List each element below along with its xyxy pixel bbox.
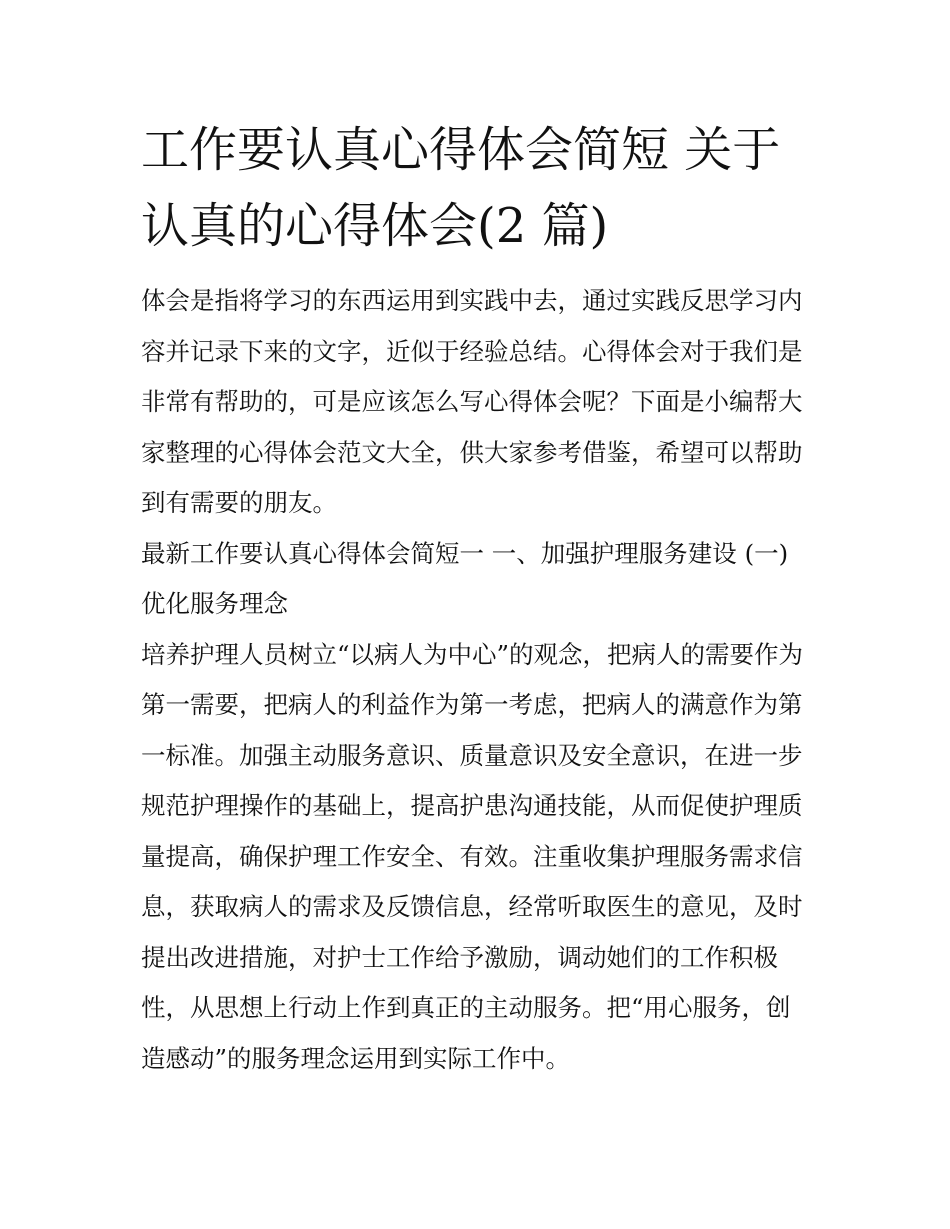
body-line: 息，获取病人的需求及反馈信息，经常听取医生的意见，及时 bbox=[141, 892, 803, 921]
intro-line: 非常有帮助的，可是应该怎么写心得体会呢？下面是小编帮大 bbox=[141, 387, 803, 416]
intro-line: 体会是指将学习的东西运用到实践中去，通过实践反思学习内 bbox=[141, 286, 803, 315]
title-line-1: 工作要认真心得体会简短 关于 bbox=[141, 122, 781, 178]
intro-line: 到有需要的朋友。 bbox=[141, 488, 337, 517]
body-line: 规范护理操作的基础上，提高护患沟通技能，从而促使护理质 bbox=[141, 791, 803, 820]
title-line-2: 认真的心得体会(2 篇) bbox=[141, 198, 609, 254]
intro-line: 容并记录下来的文字，近似于经验总结。心得体会对于我们是 bbox=[141, 336, 803, 366]
document-title bbox=[141, 112, 821, 264]
body-line: 提出改进措施，对护士工作给予激励，调动她们的工作积极 bbox=[141, 942, 778, 972]
body-line: 性，从思想上行动上作到真正的主动服务。把“用心服务，创 bbox=[141, 993, 791, 1022]
section-heading bbox=[141, 529, 821, 630]
body-line: 量提高，确保护理工作安全、有效。注重收集护理服务需求信 bbox=[141, 841, 803, 871]
body-line: 培养护理人员树立“以病人为中心”的观念，把病人的需要作为 bbox=[141, 639, 804, 669]
body-paragraph bbox=[141, 630, 821, 1085]
section-heading-line: 最新工作要认真心得体会简短一 一、加强护理服务建设 (一) bbox=[141, 538, 789, 568]
intro-paragraph bbox=[141, 276, 821, 529]
body-line: 一标准。加强主动服务意识、质量意识及安全意识，在进一步 bbox=[141, 740, 803, 770]
body-line: 第一需要，把病人的利益作为第一考虑，把病人的满意作为第 bbox=[141, 690, 803, 719]
section-heading-line: 优化服务理念 bbox=[141, 589, 288, 618]
intro-line: 家整理的心得体会范文大全，供大家参考借鉴，希望可以帮助 bbox=[141, 437, 803, 467]
body-line: 造感动”的服务理念运用到实际工作中。 bbox=[141, 1043, 571, 1073]
document-page bbox=[141, 112, 821, 1084]
